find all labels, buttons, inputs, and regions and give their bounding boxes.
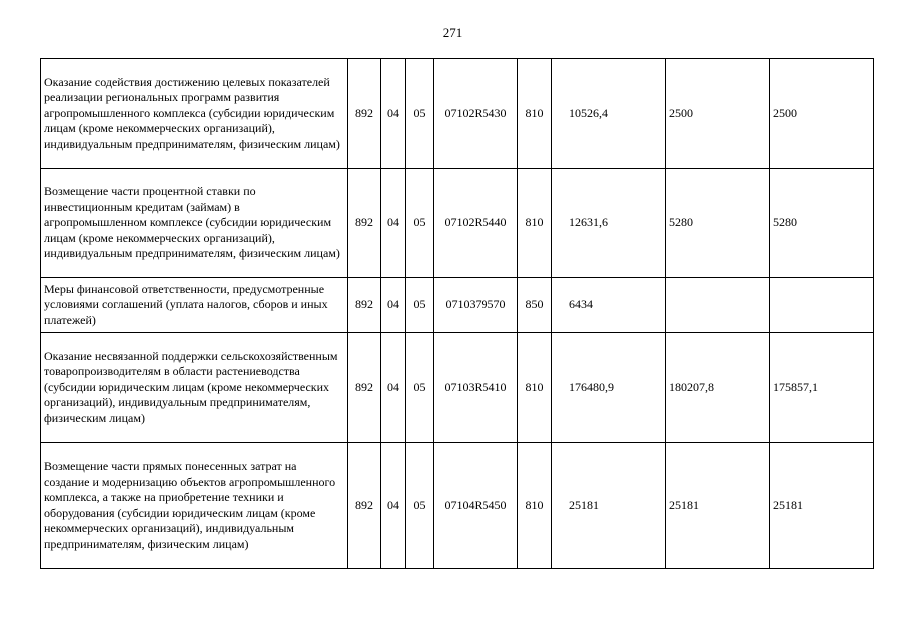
amount-year-3 bbox=[770, 278, 874, 333]
ministry-code: 892 bbox=[348, 443, 381, 569]
expense-type-code: 810 bbox=[518, 169, 552, 278]
section-code: 04 bbox=[381, 278, 406, 333]
ministry-code: 892 bbox=[348, 59, 381, 169]
expense-type-code: 810 bbox=[518, 333, 552, 443]
amount-year-1: 10526,4 bbox=[552, 59, 666, 169]
ministry-code: 892 bbox=[348, 169, 381, 278]
target-article-code: 07102R5430 bbox=[434, 59, 518, 169]
table-row bbox=[41, 333, 874, 443]
ministry-code: 892 bbox=[348, 278, 381, 333]
table-row bbox=[41, 278, 874, 333]
expense-type-code: 810 bbox=[518, 59, 552, 169]
expense-type-code: 810 bbox=[518, 443, 552, 569]
budget-table bbox=[40, 58, 874, 569]
section-code: 04 bbox=[381, 333, 406, 443]
section-code: 04 bbox=[381, 59, 406, 169]
target-article-code: 07104R5450 bbox=[434, 443, 518, 569]
subsection-code: 05 bbox=[406, 278, 434, 333]
row-description: Оказание содействия достижению целевых показателей реализации региональных программ развития агропромышленного комплекса (субсидии юридическим лицам (кроме некоммерческих организаций), индивидуальным предпринимателям, физическим лицам) bbox=[41, 59, 348, 169]
amount-year-1: 12631,6 bbox=[552, 169, 666, 278]
amount-year-1: 6434 bbox=[552, 278, 666, 333]
row-description: Возмещение части прямых понесенных затрат на создание и модернизацию объектов агропромышленного комплекса, а также на приобретение техники и оборудования (субсидии юридическим лицам (кроме некоммерческих организаций), индивидуальным предпринимателям, физическим лицам) bbox=[41, 443, 348, 569]
subsection-code: 05 bbox=[406, 333, 434, 443]
expense-type-code: 850 bbox=[518, 278, 552, 333]
ministry-code: 892 bbox=[348, 333, 381, 443]
target-article-code: 07102R5440 bbox=[434, 169, 518, 278]
section-code: 04 bbox=[381, 169, 406, 278]
amount-year-3: 175857,1 bbox=[770, 333, 874, 443]
amount-year-2: 25181 bbox=[666, 443, 770, 569]
amount-year-3: 2500 bbox=[770, 59, 874, 169]
amount-year-3: 25181 bbox=[770, 443, 874, 569]
amount-year-2: 5280 bbox=[666, 169, 770, 278]
page-number: 271 bbox=[442, 25, 463, 40]
amount-year-2 bbox=[666, 278, 770, 333]
subsection-code: 05 bbox=[406, 443, 434, 569]
amount-year-1: 25181 bbox=[552, 443, 666, 569]
amount-year-2: 180207,8 bbox=[666, 333, 770, 443]
table-row bbox=[41, 443, 874, 569]
amount-year-2: 2500 bbox=[666, 59, 770, 169]
target-article-code: 0710379570 bbox=[434, 278, 518, 333]
subsection-code: 05 bbox=[406, 59, 434, 169]
subsection-code: 05 bbox=[406, 169, 434, 278]
amount-year-3: 5280 bbox=[770, 169, 874, 278]
table-row bbox=[41, 59, 874, 169]
amount-year-1: 176480,9 bbox=[552, 333, 666, 443]
target-article-code: 07103R5410 bbox=[434, 333, 518, 443]
row-description: Меры финансовой ответственности, предусмотренные условиями соглашений (уплата налогов, сборов и иных платежей) bbox=[41, 278, 348, 333]
section-code: 04 bbox=[381, 443, 406, 569]
row-description: Оказание несвязанной поддержки сельскохозяйственным товаропроизводителям в области растениеводства (субсидии юридическим лицам (кроме некоммерческих организаций), индивидуальным предпринимателям, физическим лицам) bbox=[41, 333, 348, 443]
row-description: Возмещение части процентной ставки по инвестиционным кредитам (займам) в агропромышленном комплексе (субсидии юридическим лицам (кроме некоммерческих организаций), индивидуальным предпринимателям, физическим лицам) bbox=[41, 169, 348, 278]
table-row bbox=[41, 169, 874, 278]
